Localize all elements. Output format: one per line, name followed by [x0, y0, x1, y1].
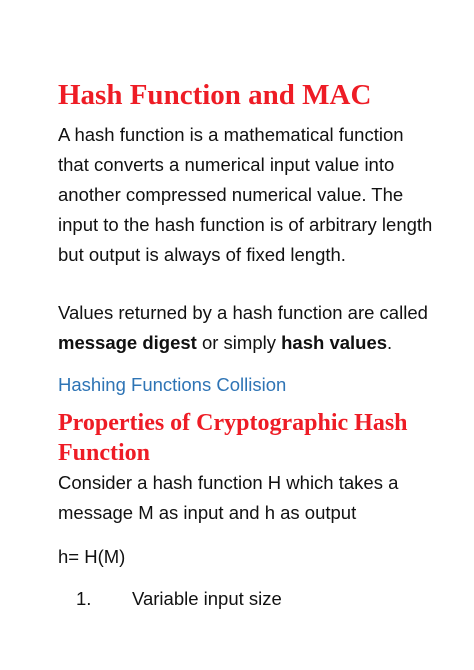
section-heading: Properties of Cryptographic Hash Function	[58, 410, 408, 466]
paragraph-gap	[58, 270, 434, 298]
digest-text-3: .	[387, 332, 393, 353]
list-item-number: 1.	[76, 588, 92, 609]
hash-values-term: hash values	[281, 332, 388, 353]
digest-text-2: or simply	[196, 332, 282, 353]
consider-paragraph: Consider a hash function H which takes a message M as input and h as output	[58, 472, 399, 523]
formula: h= H(M)	[58, 546, 126, 567]
collision-link[interactable]: Hashing Functions Collision	[58, 374, 287, 395]
intro-paragraph: A hash function is a mathematical function that converts a numerical input value into another compressed numerical value. The input to the hash function is of arbitrary length but output is always of fixed length.	[58, 124, 433, 265]
list-item-text: Variable input size	[132, 588, 282, 609]
message-digest-term: message digest	[58, 332, 197, 353]
page-title: Hash Function and MAC	[58, 79, 372, 111]
list-item	[58, 584, 434, 614]
digest-paragraph	[58, 298, 434, 358]
digest-text-1: Values returned by a hash function are called	[58, 302, 428, 323]
